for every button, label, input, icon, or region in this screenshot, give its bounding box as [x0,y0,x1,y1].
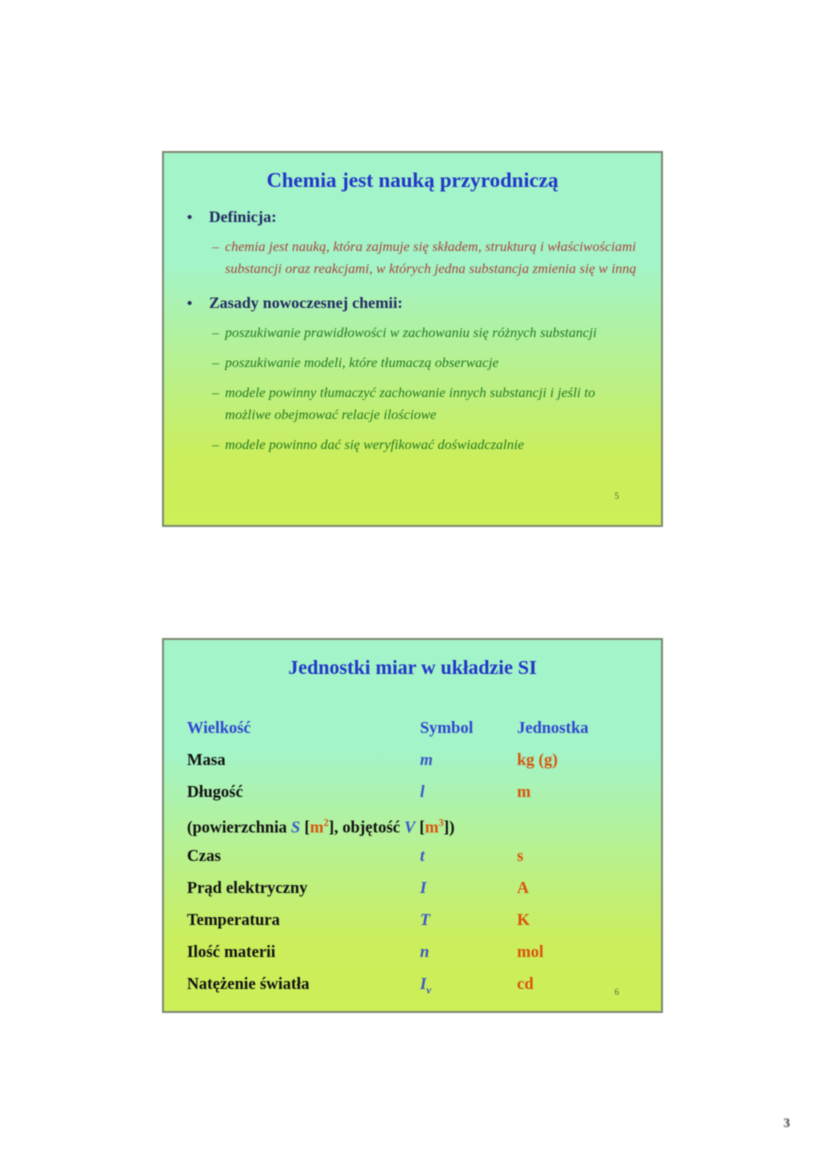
area-volume-note [187,808,645,840]
volume-symbol: V [404,817,416,837]
principle-sub-item [212,435,641,457]
quantity-name: Ilość materii [187,942,276,961]
area-symbol: S [291,817,301,837]
note-bracket: [ [415,817,425,837]
table-header-row [187,712,645,744]
bullet-zasady [187,293,643,315]
slide-5-title: Chemia jest nauką przyrodniczą [266,168,559,192]
dash-marker-icon: – [212,326,219,341]
slide-5 [162,151,663,527]
quantity-unit: kg (g) [517,750,558,769]
note-bracket: [ [300,817,310,837]
bullet-dot-icon: • [187,296,193,312]
note-text: objętość [342,817,405,837]
principle-sub-item [212,353,641,375]
table-row-dlugosc [187,776,645,808]
quantity-symbol [420,968,517,1000]
quantity-symbol: I [420,878,427,897]
quantity-unit: s [517,846,524,865]
slide-6-title: Jednostki miar w układzie SI [288,657,537,679]
quantity-symbol: l [420,782,425,801]
principle-text-1: poszukiwanie prawidłowości w zachowaniu się różnych substancji [225,326,597,341]
quantity-symbol: m [420,750,433,769]
quantity-name: Natężenie światła [187,974,310,993]
definition-text: chemia jest nauką, która zajmuje się składem, strukturą i właściwościami substancji oraz reakcjami, w których jedna substancja zmienia się w inną [225,240,637,277]
symbol-base: I [420,974,427,993]
slide-number: 6 [614,987,619,997]
quantity-symbol: n [420,942,430,961]
quantity-name: Masa [187,750,226,769]
bullet-definicja [187,207,643,229]
quantity-unit: mol [517,942,544,961]
si-units-table [187,712,645,1000]
volume-unit-exponent: 3 [438,818,444,829]
quantity-unit: cd [517,974,534,993]
header-jednostka: Jednostka [517,718,589,737]
table-row-temperatura [187,904,645,936]
symbol-subscript: v [426,984,432,997]
dash-marker-icon: – [212,386,219,401]
table-row-ilosc-materii [187,936,645,968]
quantity-unit: K [517,910,530,929]
principle-text-3: modele powinny tłumaczyć zachowanie innych substancji i jeśli to możliwe obejmować relacje ilościowe [225,386,596,423]
definition-sub-item [212,237,641,281]
slide-number: 5 [614,491,619,501]
quantity-unit: m [517,782,531,801]
principle-sub-item [212,383,641,427]
dash-marker-icon: – [212,438,219,453]
dash-marker-icon: – [212,356,219,371]
note-bracket: ], [328,817,343,837]
table-row-prad [187,872,645,904]
slide-6 [162,638,663,1013]
quantity-name: Temperatura [187,910,280,929]
bullet-definicja-label: Definicja: [209,209,277,226]
quantity-symbol: t [420,846,425,865]
table-row-czas [187,840,645,872]
page-number: 3 [783,1115,790,1130]
volume-unit: m [424,817,439,837]
table-row-natezenie-swiatla [187,968,645,1000]
principle-sub-item [212,323,641,345]
dash-marker-icon: – [212,240,219,255]
quantity-name: Prąd elektryczny [187,878,308,897]
header-wielkosc: Wielkość [187,718,251,737]
principle-text-2: poszukiwanie modeli, które tłumaczą obserwacje [225,356,499,371]
header-symbol: Symbol [420,718,474,737]
area-unit-exponent: 2 [323,818,329,829]
note-text: (powierzchnia [187,817,292,837]
quantity-name: Długość [187,782,243,801]
bullet-dot-icon: • [187,210,193,226]
quantity-unit: A [517,878,529,897]
note-bracket: ]) [443,817,455,837]
bullet-zasady-label: Zasady nowoczesnej chemii: [209,295,403,312]
table-row-masa [187,744,645,776]
area-unit: m [309,817,324,837]
quantity-name: Czas [187,846,221,865]
quantity-symbol: T [420,910,431,929]
principle-text-4: modele powinno dać się weryfikować doświadczalnie [225,438,525,453]
